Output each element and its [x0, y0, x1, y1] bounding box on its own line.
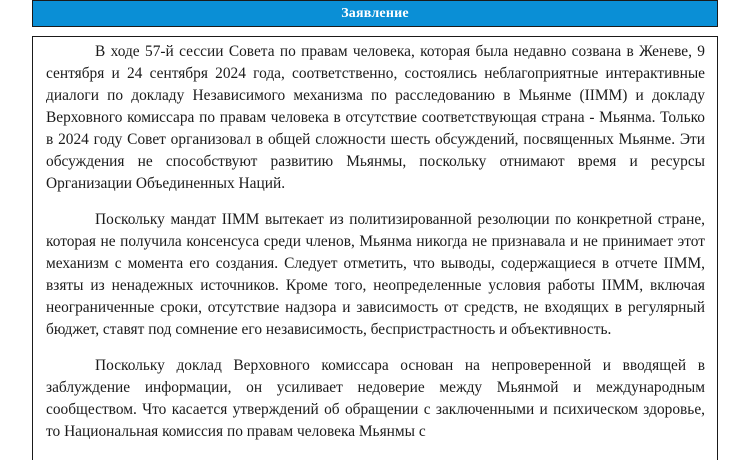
paragraph-1: В ходе 57-й сессии Совета по правам человека, которая была недавно созвана в Женеве, 9 сентября и 24 сентября 2024 года, соответственно, состоялись неблагоприятные интерактивные диалоги по докладу Независимого механизма по расследованию в Мьянме (IIMM) и докладу Верховного комиссара по правам человека в отсутствие соответствующая страна - Мьянма. Только в 2024 году Совет организовал в общей сложности шесть обсуждений, посвященных Мьянме. Эти обсуждения не способствуют развитию Мьянмы, поскольку отнимают время и ресурсы Организации Объединенных Наций.: [46, 43, 705, 192]
statement-box: [32, 36, 718, 460]
section-header-bar: [32, 0, 718, 27]
section-title: Заявление: [341, 5, 409, 21]
paragraph-3: Поскольку доклад Верховного комиссара основан на непроверенной и вводящей в заблуждение информации, он усиливает недоверие между Мьянмой и международным сообществом. Что касается утверждений об обращении с заключенными и психическом здоровье, то Национальная комиссия по правам человека Мьянмы с: [46, 357, 705, 440]
paragraph-2: Поскольку мандат IIMM вытекает из политизированной резолюции по конкретной стране, которая не получила консенсуса среди членов, Мьянма никогда не признавала и не принимает этот механизм с момента его создания. Следует отметить, что выводы, содержащиеся в отчете IIMM, взяты из ненадежных источников. Кроме того, неопределенные условия работы IIMM, включая неограниченные сроки, отсутствие надзора и зависимость от средств, не входящих в регулярный бюджет, ставят под сомнение его независимость, беспристрастность и объективность.: [46, 211, 705, 338]
